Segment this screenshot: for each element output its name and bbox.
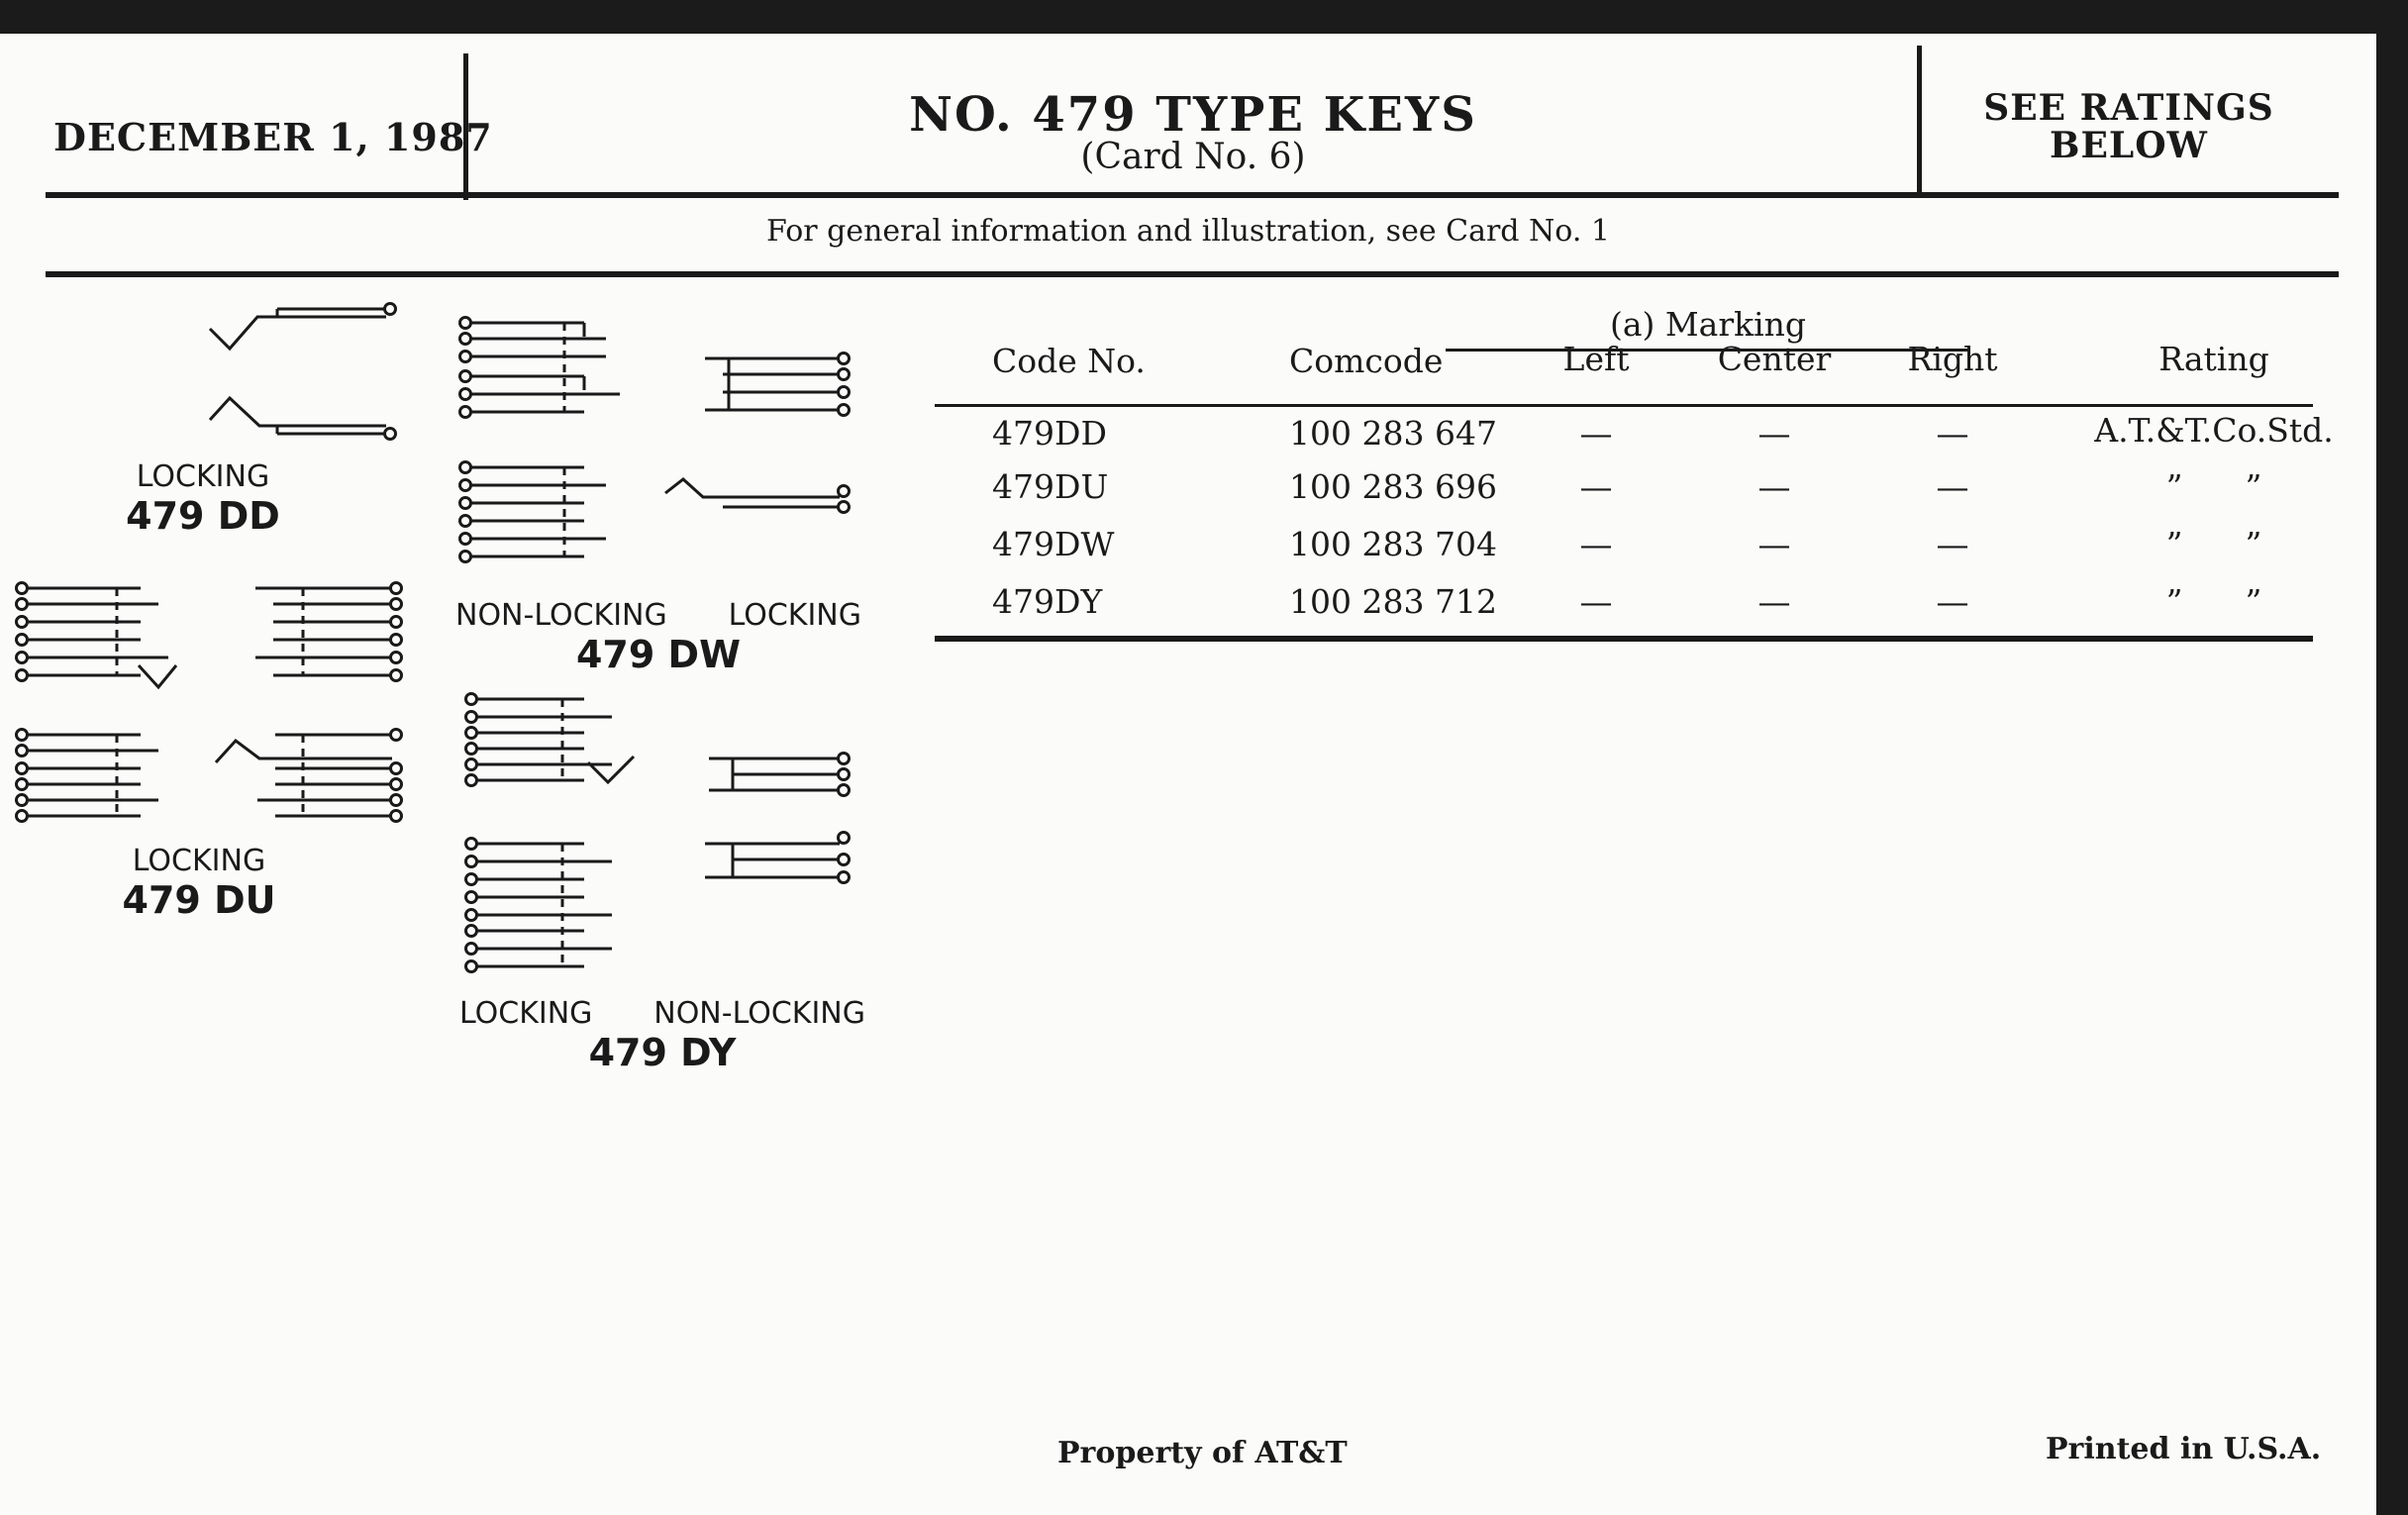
label-479dy-code: 479 DY <box>588 1031 737 1074</box>
scan-edge <box>2376 0 2408 1515</box>
label-479du <box>105 844 293 922</box>
label-479dy-mode-right: NON-LOCKING <box>653 996 865 1031</box>
cell-left: — <box>1579 413 1613 453</box>
label-479dw-mode-left: NON-LOCKING <box>455 598 667 633</box>
cell-left: — <box>1579 524 1613 563</box>
label-479dy <box>459 996 865 1074</box>
cell-rating: ” ” <box>2165 581 2262 621</box>
cell-code: 479DU <box>992 466 1109 506</box>
cell-code: 479DW <box>992 524 1115 563</box>
table-row <box>935 394 2386 457</box>
label-479dw-code: 479 DW <box>575 633 741 676</box>
diagram-479dw-left-bottom <box>460 462 607 562</box>
cell-center: — <box>1757 466 1791 506</box>
table-row <box>935 457 2386 515</box>
marking-group-header: (a) Marking <box>1609 305 1807 344</box>
cell-rating: A.T.&T.Co.Std. <box>2094 410 2334 450</box>
table-header-row <box>935 297 2386 394</box>
cell-comcode: 100 283 647 <box>1289 413 1497 453</box>
issue-date: DECEMBER 1, 1987 <box>53 115 493 159</box>
label-479du-code: 479 DU <box>122 878 276 922</box>
cell-code: 479DD <box>992 413 1107 453</box>
label-479dw-modes <box>455 598 861 633</box>
header-center: Center <box>1717 340 1832 378</box>
cell-center: — <box>1757 524 1791 563</box>
diagram-479dw-right-top <box>705 354 850 416</box>
label-479dd <box>109 459 297 538</box>
table-row <box>935 572 2386 630</box>
diagram-479dw-right-bottom <box>665 479 850 513</box>
cell-center: — <box>1757 413 1791 453</box>
general-info: For general information and illustration, see Card No. 1 <box>766 214 1610 249</box>
cell-right: — <box>1936 581 1969 621</box>
header-rating: Rating <box>2158 340 2269 378</box>
label-479dd-code: 479 DD <box>126 494 280 538</box>
page-title: NO. 479 TYPE KEYS <box>909 87 1477 143</box>
cell-right: — <box>1936 413 1969 453</box>
printed-notice: Printed in U.S.A. <box>2046 1432 2322 1466</box>
cell-rating: ” ” <box>2165 466 2262 506</box>
card-number: (Card No. 6) <box>1080 137 1306 177</box>
diagram-479dd <box>210 304 396 440</box>
label-479du-mode: LOCKING <box>132 844 266 878</box>
cell-right: — <box>1936 524 1969 563</box>
diagram-479dy <box>466 694 850 972</box>
cell-center: — <box>1757 581 1791 621</box>
ratings-note <box>1921 89 2337 164</box>
cell-code: 479DY <box>992 581 1103 621</box>
header-code: Code No. <box>992 342 1146 380</box>
header-right: Right <box>1907 340 1998 378</box>
diagram-479du <box>17 583 402 822</box>
key-diagrams <box>0 287 891 1079</box>
label-479dy-modes <box>459 996 865 1031</box>
cell-left: — <box>1579 466 1613 506</box>
ratings-note-line1: SEE RATINGS <box>1983 87 2274 129</box>
label-479dw <box>455 598 861 676</box>
cell-left: — <box>1579 581 1613 621</box>
cell-comcode: 100 283 696 <box>1289 466 1497 506</box>
info-rule <box>46 271 2339 277</box>
label-479dd-mode: LOCKING <box>136 459 270 494</box>
label-479dw-mode-right: LOCKING <box>728 598 861 633</box>
table-row <box>935 515 2386 572</box>
cell-right: — <box>1936 466 1969 506</box>
header-left: Left <box>1562 340 1630 378</box>
cell-comcode: 100 283 704 <box>1289 524 1497 563</box>
header-comcode: Comcode <box>1289 342 1444 380</box>
label-479dy-mode-left: LOCKING <box>459 996 593 1031</box>
diagram-479dw-left <box>460 318 621 418</box>
keys-table <box>935 297 2386 630</box>
header-rule <box>46 192 2339 198</box>
property-notice: Property of AT&T <box>1057 1436 1348 1470</box>
ratings-note-line2: BELOW <box>2050 125 2208 166</box>
table-bottom-rule <box>935 636 2313 642</box>
cell-rating: ” ” <box>2165 524 2262 563</box>
cell-comcode: 100 283 712 <box>1289 581 1497 621</box>
